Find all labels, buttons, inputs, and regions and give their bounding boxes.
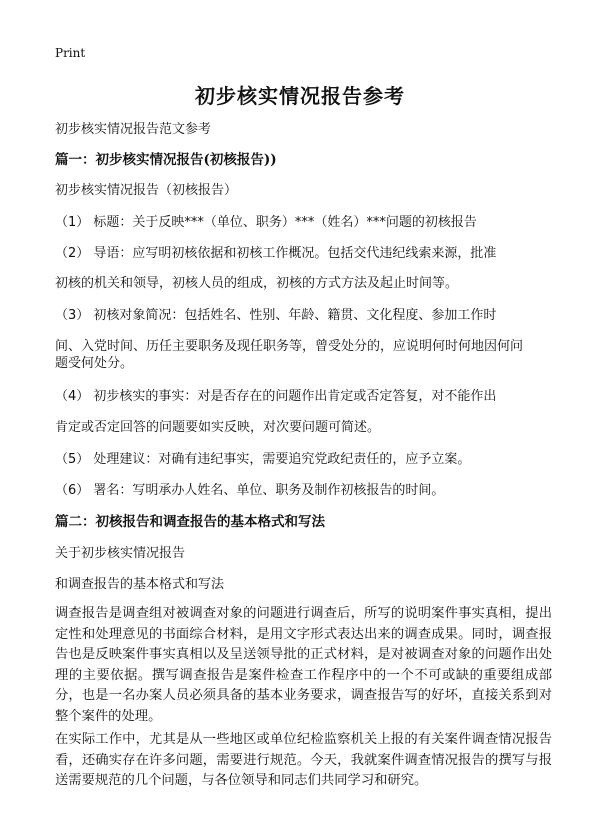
list-item-4b: 肯定或否定回答的问题要如实反映，对次要问题可简述。 (55, 420, 381, 435)
document-title: 初步核实情况报告参考 (195, 84, 405, 108)
list-item-6: （6） 署名：写明承办人姓名、单位、职务及制作初核报告的时间。 (55, 483, 445, 498)
print-label[interactable]: Print (55, 46, 86, 60)
body-paragraph-1: 调查报告是调查组对被调查对象的问题进行调查后，所写的说明案件事实真相，提出定性和处理意见的书面综合材料，是用文字形式表达出来的调查成果。同时，调查报告也是反映案件事实真相以及呈送领导批的正式材料，是对被调查对象的问题作出处理的主要依据。撰写调查报告是案件检查工作程序中的一个不可或缺的重要组成部分，也是一名办案人员必须具备的基本业务要求，调查报告写的好坏，直接关系到对整个案件的处理。 (55, 606, 552, 724)
list-item-5: （5） 处理建议：对确有违纪事实，需要追究党政纪责任的，应予立案。 (55, 452, 471, 467)
text-line: 和调查报告的基本格式和写法 (55, 577, 225, 592)
body-paragraph-2: 在实际工作中，尤其是从一些地区或单位纪检监察机关上报的有关案件调查情况报告看，还确实存在许多问题，需要进行规范。今天，我就案件调查情况报告的撰写与报送需要规范的几个问题，与各位领导和同志们共同学习和研究。 (55, 732, 552, 788)
list-item-2b: 初核的机关和领导，初核人员的组成，初核的方式方法及起止时间等。 (55, 276, 459, 291)
section-heading-2: 篇二：初核报告和调查报告的基本格式和写法 (55, 514, 325, 530)
list-item-4a: （4） 初步核实的事实：对是否存在的问题作出肯定或否定答复，对不能作出 (55, 389, 497, 404)
list-item-3c: 题受何处分。 (55, 356, 134, 371)
list-item-2a: （2） 导语：应写明初核依据和初核工作概况。包括交代违纪线索来源，批准 (55, 246, 497, 261)
list-item-3b: 间、入党时间、历任主要职务及现任职务等，曾受处分的，应说明何时何地因何问 (55, 339, 524, 354)
list-item-3a: （3） 初核对象简况：包括姓名、性别、年龄、籍贯、文化程度、参加工作时 (55, 308, 497, 323)
subtitle-line: 初步核实情况报告范文参考 (55, 122, 212, 137)
section-heading-1: 篇一：初步核实情况报告(初核报告)) (55, 152, 277, 168)
text-line: 关于初步核实情况报告 (55, 546, 186, 561)
text-line: 初步核实情况报告（初核报告） (55, 183, 238, 198)
list-item-1: （1） 标题：关于反映***（单位、职务）***（姓名）***问题的初核报告 (55, 215, 477, 230)
